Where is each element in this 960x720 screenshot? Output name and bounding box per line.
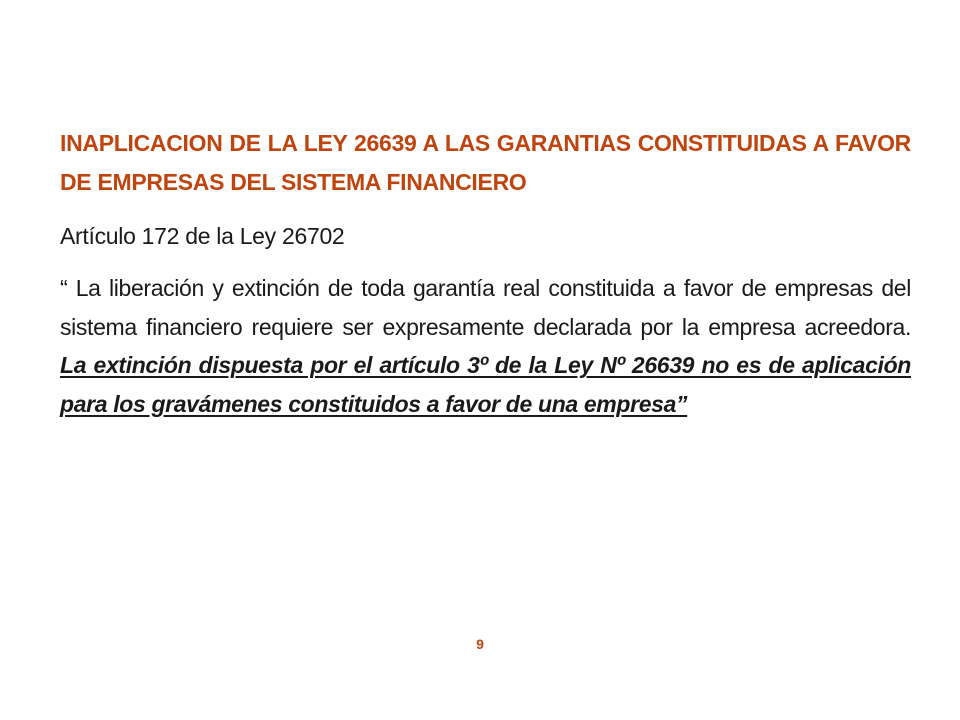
article-reference: Artículo 172 de la Ley 26702 (60, 223, 345, 249)
quote-emphasized-text: La extinción dispuesta por el artículo 3º de la Ley Nº 26639 no es de aplicación para los gravámenes constituidos a favor de una empresa” (60, 352, 911, 417)
slide-content (60, 124, 911, 423)
page-number: 9 (476, 636, 484, 652)
slide-heading: INAPLICACION DE LA LEY 26639 A LAS GARANTIAS CONSTITUIDAS A FAVOR DE EMPRESAS DEL SISTEMA FINANCIERO (60, 130, 911, 195)
article-quote (60, 269, 911, 423)
quote-plain-text: “ La liberación y extinción de toda garantía real constituida a favor de empresas del sistema financiero requiere ser expresamente declarada por la empresa acreedora. (60, 275, 911, 340)
